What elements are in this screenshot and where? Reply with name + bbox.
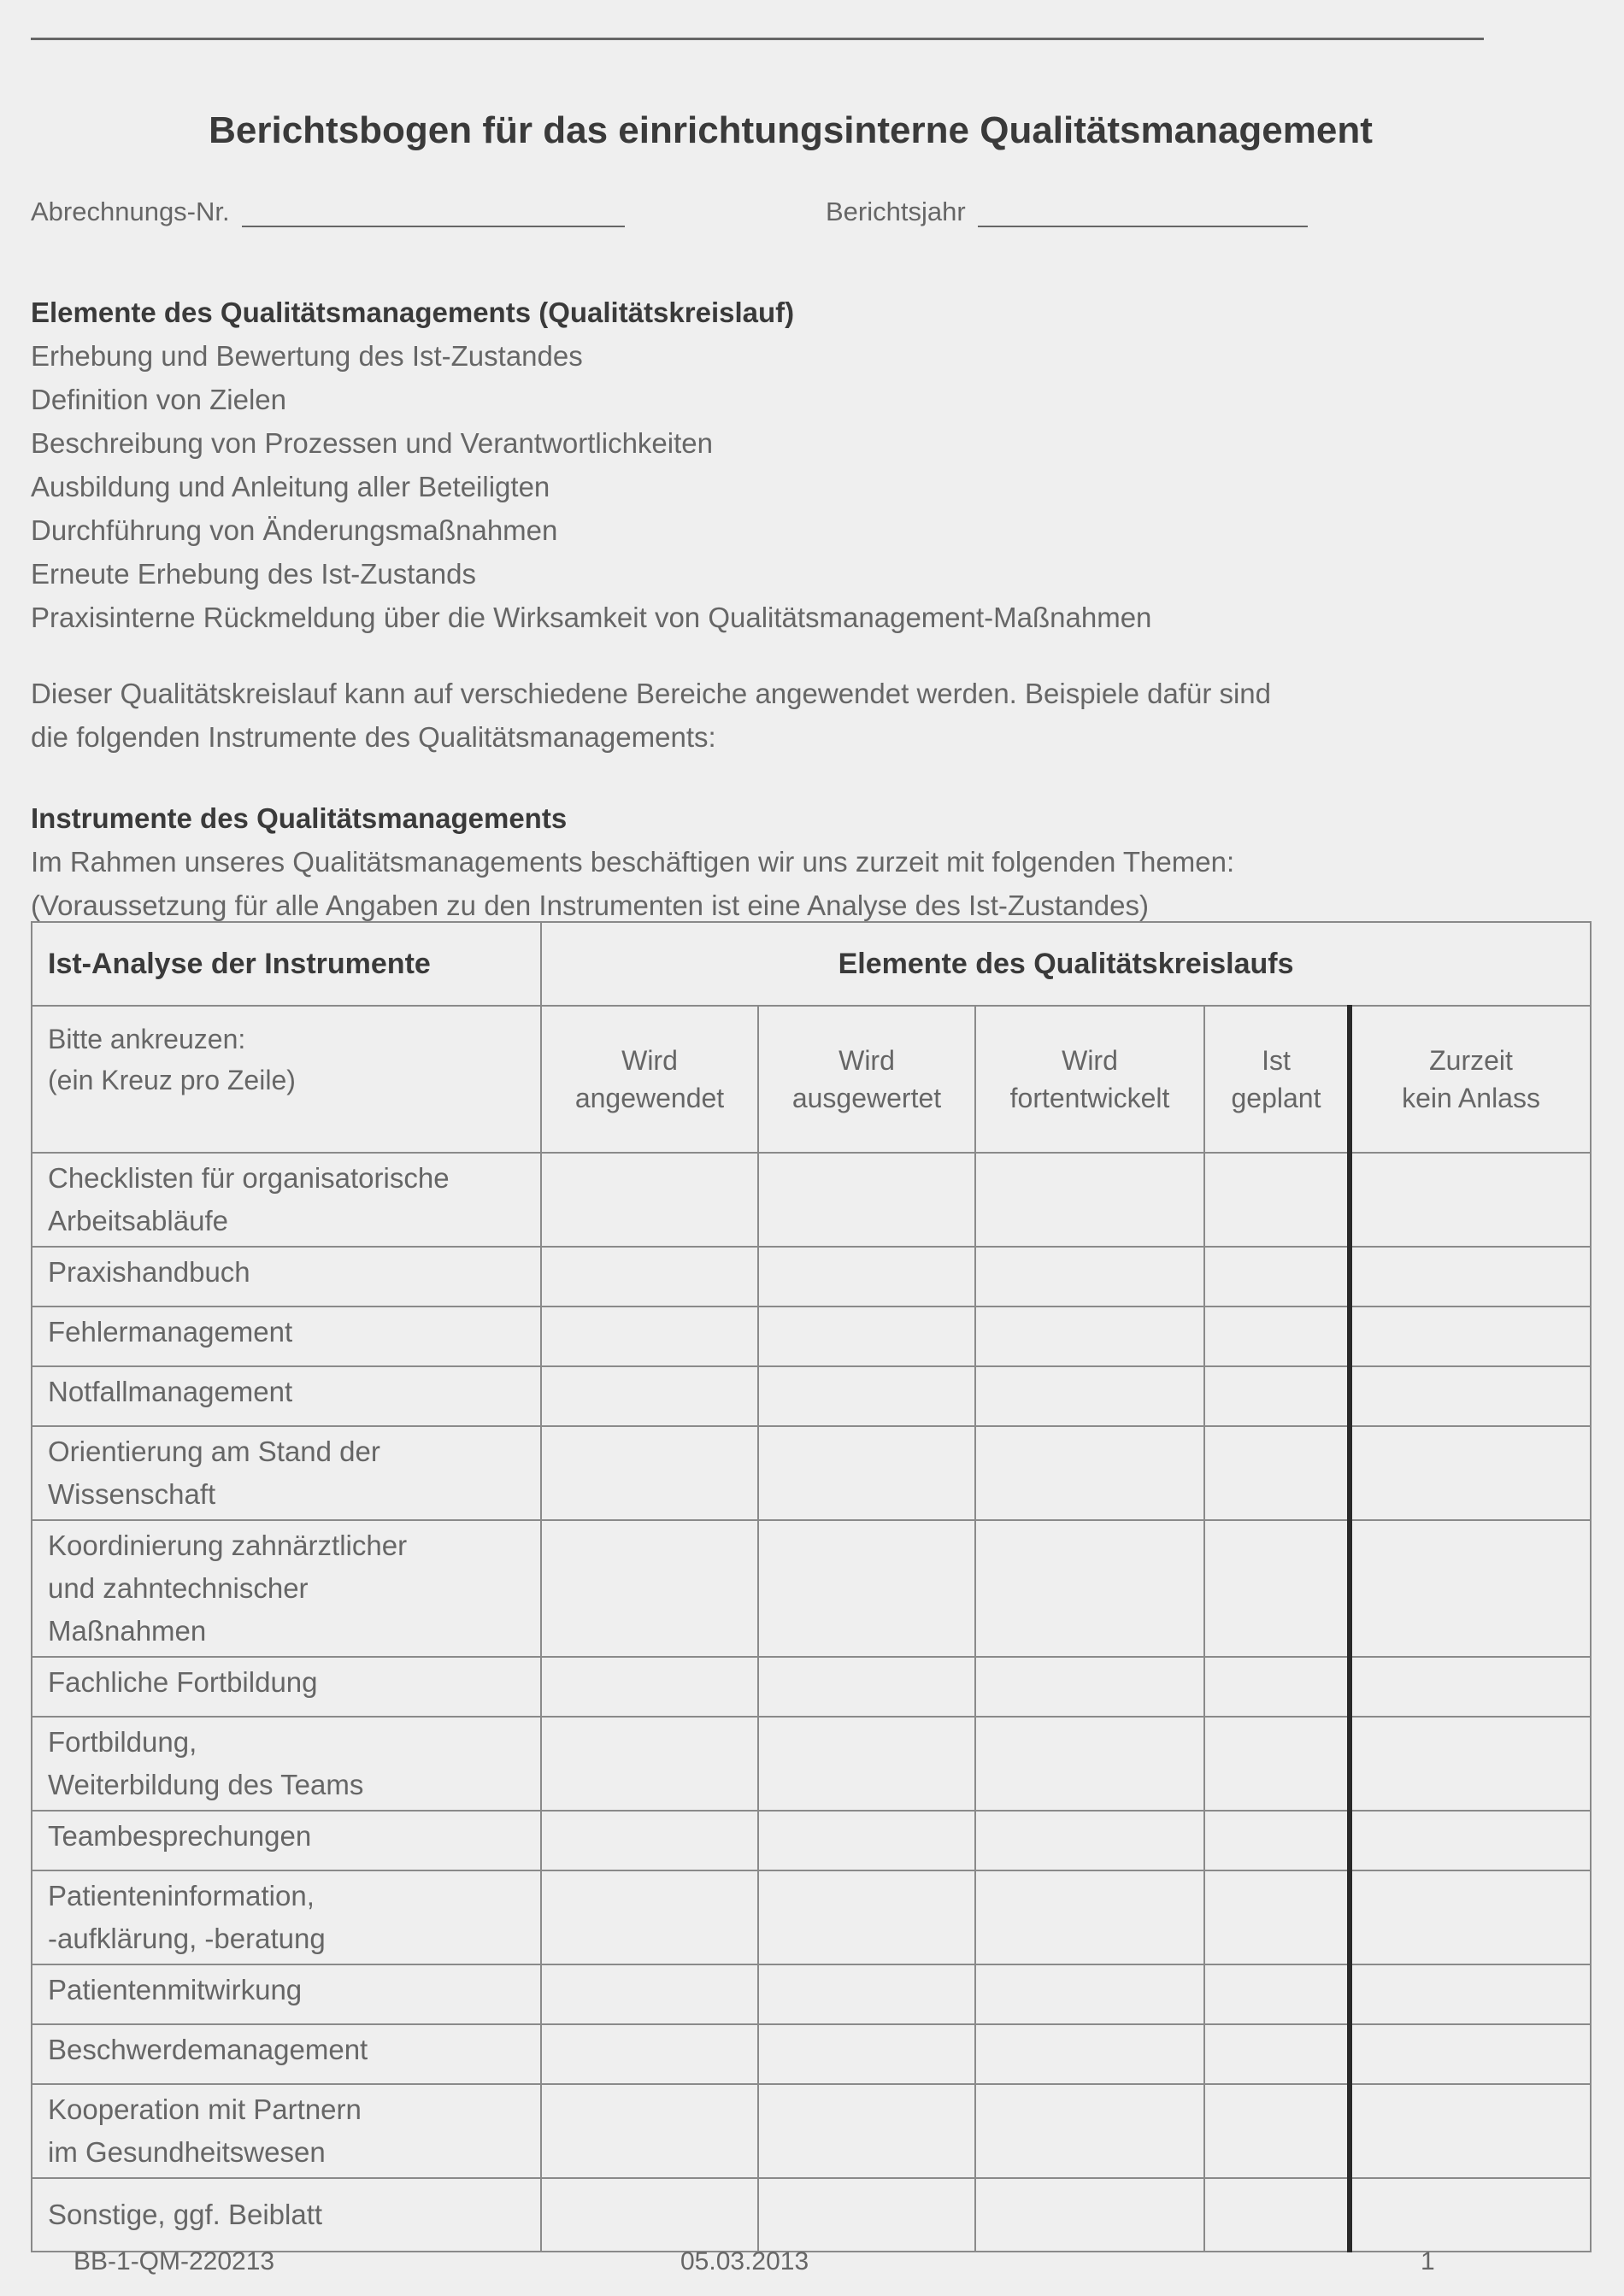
intro-paragraph [31,672,1552,759]
checkbox-cell[interactable] [758,1153,975,1247]
checkbox-cell[interactable] [758,1870,975,1964]
checkbox-cell[interactable] [758,1964,975,2024]
checkbox-cell[interactable] [758,1426,975,1520]
table-row [32,1717,1591,1811]
column-head-geplant [1204,1006,1350,1153]
head-qualitaetskreislauf: Elemente des Qualitätskreislaufs [541,922,1591,1006]
row-label [32,1520,541,1657]
table-row [32,1426,1591,1520]
instruments-section [31,796,1552,927]
page-title: Berichtsbogen für das einrichtungsinterne Qualitätsmanagement [209,109,1373,151]
checkbox-cell[interactable] [1204,1366,1350,1426]
row-label-text: Fachliche Fortbildung [48,1666,318,1698]
checkbox-cell[interactable] [541,1366,758,1426]
row-label [32,1870,541,1964]
instruction-cell [32,1006,541,1153]
table-row [32,1366,1591,1426]
row-label-text: Fehlermanagement [48,1316,293,1348]
column-head-text: kein Anlass [1402,1083,1540,1113]
checkbox-cell[interactable] [1204,1307,1350,1366]
checkbox-cell[interactable] [541,1520,758,1657]
row-label [32,1811,541,1870]
checkbox-cell[interactable] [975,2178,1204,2252]
checkbox-cell[interactable] [758,1307,975,1366]
checkbox-cell[interactable] [541,1811,758,1870]
checkbox-cell[interactable] [975,1366,1204,1426]
table-head-row [32,922,1591,1006]
abrechnungs-label: Abrechnungs-Nr. [31,197,230,226]
checkbox-cell[interactable] [541,2084,758,2178]
element-item: Beschreibung von Prozessen und Verantwortlichkeiten [31,427,713,459]
checkbox-cell[interactable] [975,1717,1204,1811]
checkbox-cell[interactable] [758,1657,975,1717]
checkbox-cell[interactable] [1350,1657,1591,1717]
checkbox-cell[interactable] [1350,1520,1591,1657]
checkbox-cell[interactable] [1204,2084,1350,2178]
row-label-text: Arbeitsabläufe [48,1205,228,1236]
checkbox-cell[interactable] [1204,1153,1350,1247]
row-label [32,2024,541,2084]
checkbox-cell[interactable] [758,1811,975,1870]
row-label [32,1153,541,1247]
intro-line: die folgenden Instrumente des Qualitätsmanagements: [31,721,716,753]
checkbox-cell[interactable] [1204,1870,1350,1964]
intro-line: Dieser Qualitätskreislauf kann auf verschiedene Bereiche angewendet werden. Beispiele dafür sind [31,678,1272,709]
row-label-text: Koordinierung zahnärztlicher [48,1530,408,1561]
checkbox-cell[interactable] [975,1657,1204,1717]
checkbox-cell[interactable] [541,1426,758,1520]
row-label-text: Kooperation mit Partnern [48,2093,362,2125]
checkbox-cell[interactable] [758,1717,975,1811]
checkbox-cell[interactable] [758,2024,975,2084]
checkbox-cell[interactable] [1350,1964,1591,2024]
instruments-heading: Instrumente des Qualitätsmanagements [31,802,568,834]
checkbox-cell[interactable] [758,1520,975,1657]
row-label-text: Orientierung am Stand der [48,1436,380,1467]
row-label-text: Teambesprechungen [48,1820,312,1852]
table-row [32,1520,1591,1657]
head-ist-analyse: Ist-Analyse der Instrumente [32,922,541,1006]
berichtsjahr-input-line[interactable] [978,200,1308,227]
checkbox-cell[interactable] [1350,1426,1591,1520]
row-label-text: im Gesundheitswesen [48,2136,326,2168]
checkbox-cell[interactable] [1204,2178,1350,2252]
checkbox-cell[interactable] [541,1153,758,1247]
table-row [32,1153,1591,1247]
row-label [32,2178,541,2252]
column-head-kein-anlass [1350,1006,1591,1153]
checkbox-cell[interactable] [975,2024,1204,2084]
row-label-text: Praxishandbuch [48,1256,250,1288]
checkbox-cell[interactable] [975,1870,1204,1964]
row-label-text: Checklisten für organisatorische [48,1162,450,1194]
checkbox-cell[interactable] [758,1366,975,1426]
instruction-line: (ein Kreuz pro Zeile) [48,1065,296,1095]
row-label [32,1307,541,1366]
column-head-text: Wird [1062,1045,1118,1076]
row-label [32,1657,541,1717]
checkbox-cell[interactable] [975,1247,1204,1307]
row-label [32,1426,541,1520]
checkbox-cell[interactable] [975,1964,1204,2024]
checkbox-cell[interactable] [1350,2084,1591,2178]
footer-code: BB-1-QM-220213 [74,2247,275,2275]
row-label-text: -aufklärung, -beratung [48,1923,326,1954]
checkbox-cell[interactable] [1204,2024,1350,2084]
table-row [32,2178,1591,2252]
top-rule [31,38,1484,40]
column-head-ausgewertet [758,1006,975,1153]
column-head-text: Wird [838,1045,895,1076]
row-label-text: Notfallmanagement [48,1376,293,1407]
table-row [32,1657,1591,1717]
elements-section [31,291,1552,639]
table-row [32,1811,1591,1870]
berichtsjahr-field [826,197,1308,227]
column-head-angewendet [541,1006,758,1153]
checkbox-cell[interactable] [541,1717,758,1811]
checkbox-cell[interactable] [758,2084,975,2178]
instruction-line: Bitte ankreuzen: [48,1024,246,1054]
row-label-text: Weiterbildung des Teams [48,1769,364,1800]
table-row [32,1307,1591,1366]
checkbox-cell[interactable] [975,1426,1204,1520]
footer-page-number: 1 [1421,2247,1435,2275]
checkbox-cell[interactable] [1204,1717,1350,1811]
checkbox-cell[interactable] [1350,1153,1591,1247]
column-head-text: geplant [1231,1083,1321,1113]
column-head-text: ausgewertet [791,1083,942,1113]
row-label-text: Fortbildung, [48,1726,197,1758]
column-head-text: Zurzeit [1429,1045,1513,1076]
checkbox-cell[interactable] [1350,1366,1591,1426]
table-row [32,2024,1591,2084]
checkbox-cell[interactable] [975,1811,1204,1870]
element-item: Praxisinterne Rückmeldung über die Wirksamkeit von Qualitätsmanagement-Maßnahmen [31,602,1152,633]
element-item: Erneute Erhebung des Ist-Zustands [31,558,476,590]
row-label [32,1247,541,1307]
checkbox-cell[interactable] [1350,1307,1591,1366]
element-item: Durchführung von Änderungsmaßnahmen [31,514,558,546]
checkbox-cell[interactable] [1350,2024,1591,2084]
checkbox-cell[interactable] [975,1153,1204,1247]
checkbox-cell[interactable] [541,1657,758,1717]
checkbox-cell[interactable] [541,2024,758,2084]
checkbox-cell[interactable] [975,1520,1204,1657]
checkbox-cell[interactable] [541,1870,758,1964]
column-head-text: Ist [1262,1045,1291,1076]
checkbox-cell[interactable] [1204,1426,1350,1520]
checkbox-cell[interactable] [975,1307,1204,1366]
checkbox-cell[interactable] [541,2178,758,2252]
table-row [32,1870,1591,1964]
column-head-fortentwickelt [975,1006,1204,1153]
row-label [32,2084,541,2178]
checkbox-cell[interactable] [1350,1717,1591,1811]
row-label-text: und zahntechnischer [48,1572,309,1604]
table-row [32,2084,1591,2178]
instruments-matrix-table [31,921,1592,2252]
elements-heading: Elemente des Qualitätsmanagements (Qualitätskreislauf) [31,297,795,328]
checkbox-cell[interactable] [758,1247,975,1307]
checkbox-cell[interactable] [975,2084,1204,2178]
instruments-line: (Voraussetzung für alle Angaben zu den Instrumenten ist eine Analyse des Ist-Zustandes) [31,890,1149,921]
instruments-line: Im Rahmen unseres Qualitätsmanagements beschäftigen wir uns zurzeit mit folgenden Themen: [31,846,1235,878]
checkbox-cell[interactable] [1204,1247,1350,1307]
checkbox-cell[interactable] [1350,1247,1591,1307]
row-label-text: Patienteninformation, [48,1880,315,1911]
checkbox-cell[interactable] [1350,1811,1591,1870]
checkbox-cell[interactable] [1350,2178,1591,2252]
element-item: Ausbildung und Anleitung aller Beteiligten [31,471,550,502]
row-label [32,1964,541,2024]
table-column-head-row [32,1006,1591,1153]
row-label-text: Wissenschaft [48,1478,216,1510]
row-label [32,1366,541,1426]
element-item: Erhebung und Bewertung des Ist-Zustandes [31,340,583,372]
checkbox-cell[interactable] [1204,1520,1350,1657]
checkbox-cell[interactable] [1204,1657,1350,1717]
berichtsjahr-label: Berichtsjahr [826,197,966,226]
row-label-text: Beschwerdemanagement [48,2034,368,2065]
checkbox-cell[interactable] [758,2178,975,2252]
table-row [32,1247,1591,1307]
row-label-text: Sonstige, ggf. Beiblatt [48,2199,323,2230]
column-head-text: angewendet [574,1083,725,1113]
row-label-text: Patientenmitwirkung [48,1974,303,2005]
table-row [32,1964,1591,2024]
checkbox-cell[interactable] [541,1964,758,2024]
column-head-text: fortentwickelt [1009,1083,1170,1113]
abrechnungs-input-line[interactable] [242,200,625,227]
abrechnungs-field [31,197,625,227]
element-item: Definition von Zielen [31,384,286,415]
checkbox-cell[interactable] [541,1247,758,1307]
row-label [32,1717,541,1811]
footer-date: 05.03.2013 [680,2247,809,2275]
row-label-text: Maßnahmen [48,1615,207,1647]
checkbox-cell[interactable] [541,1307,758,1366]
checkbox-cell[interactable] [1350,1870,1591,1964]
checkbox-cell[interactable] [1204,1964,1350,2024]
checkbox-cell[interactable] [1204,1811,1350,1870]
column-head-text: Wird [621,1045,678,1076]
